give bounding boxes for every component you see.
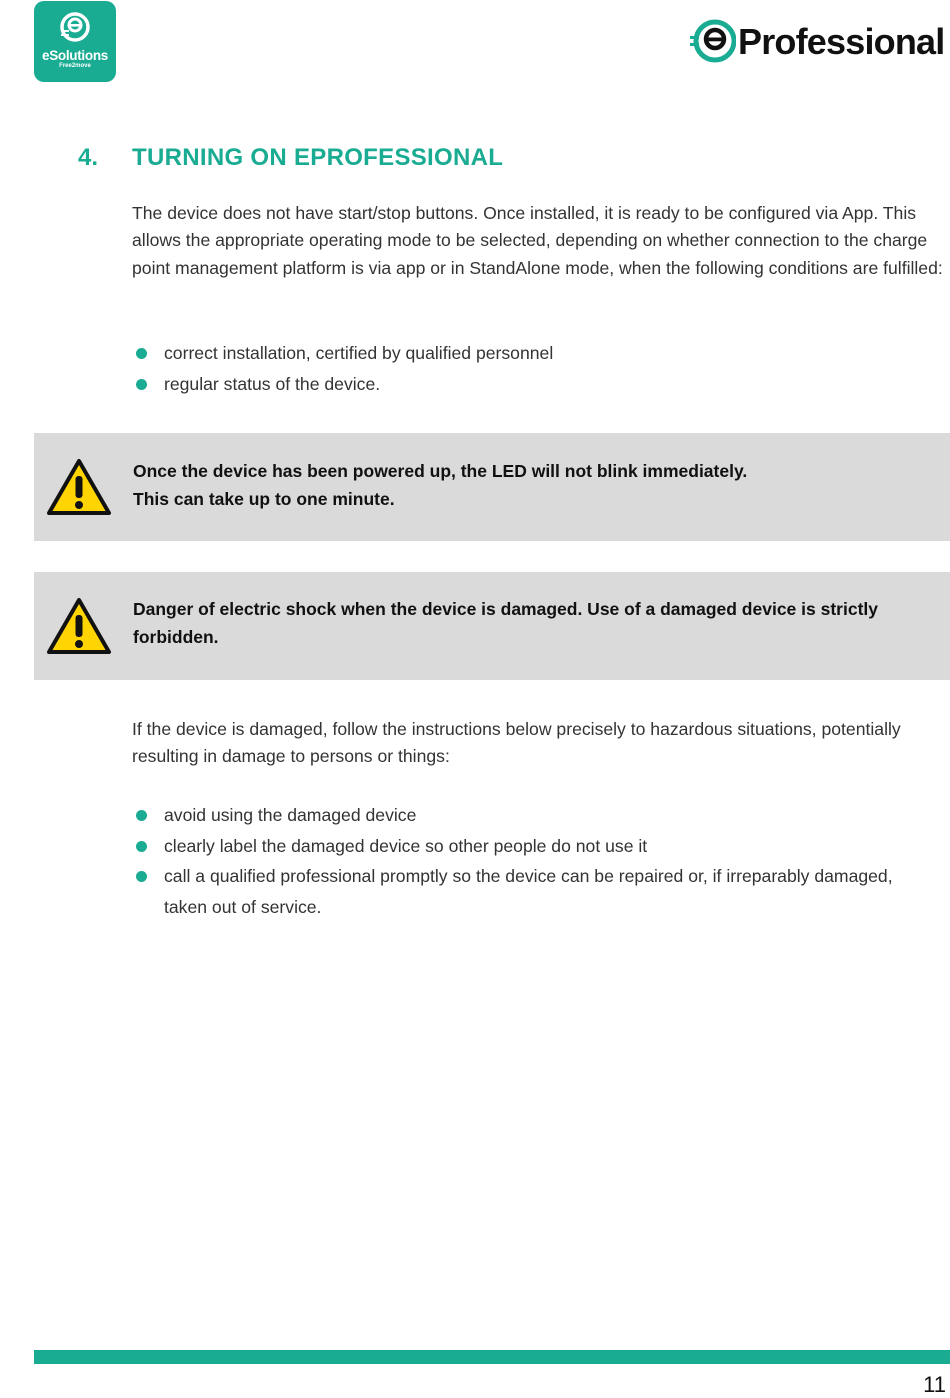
eprofessional-logo (688, 16, 950, 66)
eprofessional-logo-icon (688, 18, 736, 64)
warning-line: This can take up to one minute. (133, 488, 395, 509)
section-title: TURNING ON EPROFESSIONAL (132, 144, 504, 171)
warning-triangle-icon (46, 597, 112, 655)
page-number: 11 (923, 1372, 946, 1397)
section-number: 4. (78, 144, 99, 171)
intro-paragraph: The device does not have start/stop buttons. Once installed, it is ready to be configured via App. This allows the appropriate operating mode to be selected, depending on whether connection to the charge point management platform is via app or in StandAlone mode, when the following conditions are fulfilled: (132, 203, 943, 278)
list-item (132, 338, 912, 369)
warning-box-led (34, 433, 950, 541)
list-item (132, 369, 912, 400)
eprofessional-wordmark: Professional (738, 21, 945, 62)
bullet-dot-icon (136, 871, 147, 882)
warning-text (133, 458, 923, 513)
warning-box-shock (34, 572, 950, 680)
warning-triangle-icon (46, 458, 112, 516)
footer-bar (34, 1350, 950, 1364)
list-item-text: correct installation, certified by qualified personnel (164, 343, 554, 363)
list-item-text: clearly label the damaged device so other people do not use it (164, 835, 648, 856)
list-item (132, 831, 912, 862)
list-item-text: avoid using the damaged device (164, 805, 417, 825)
bullet-dot-icon (136, 348, 147, 359)
warning-text: Danger of electric shock when the device is damaged. Use of a damaged device is strictly forbidden. (133, 599, 878, 647)
esolutions-logo-icon (59, 11, 91, 43)
conditions-list (132, 338, 912, 399)
bullet-dot-icon (136, 810, 147, 821)
free2move-text: Free2move (59, 63, 91, 69)
damage-steps-list (132, 800, 912, 922)
esolutions-logo (34, 1, 116, 82)
damage-paragraph: If the device is damaged, follow the instructions below precisely to hazardous situations, potentially resulting in damage to persons or things: (132, 719, 901, 767)
bullet-dot-icon (136, 379, 147, 390)
esolutions-brand-text: eSolutions (41, 48, 108, 63)
list-item-text: call a qualified professional promptly so the device can be repaired or, if irreparably damaged, taken out of service. (164, 866, 893, 917)
list-item (132, 800, 912, 831)
warning-line: Once the device has been powered up, the LED will not blink immediately. (133, 461, 748, 481)
bullet-dot-icon (136, 841, 147, 852)
list-item (132, 861, 912, 922)
list-item-text: regular status of the device. (164, 373, 381, 394)
